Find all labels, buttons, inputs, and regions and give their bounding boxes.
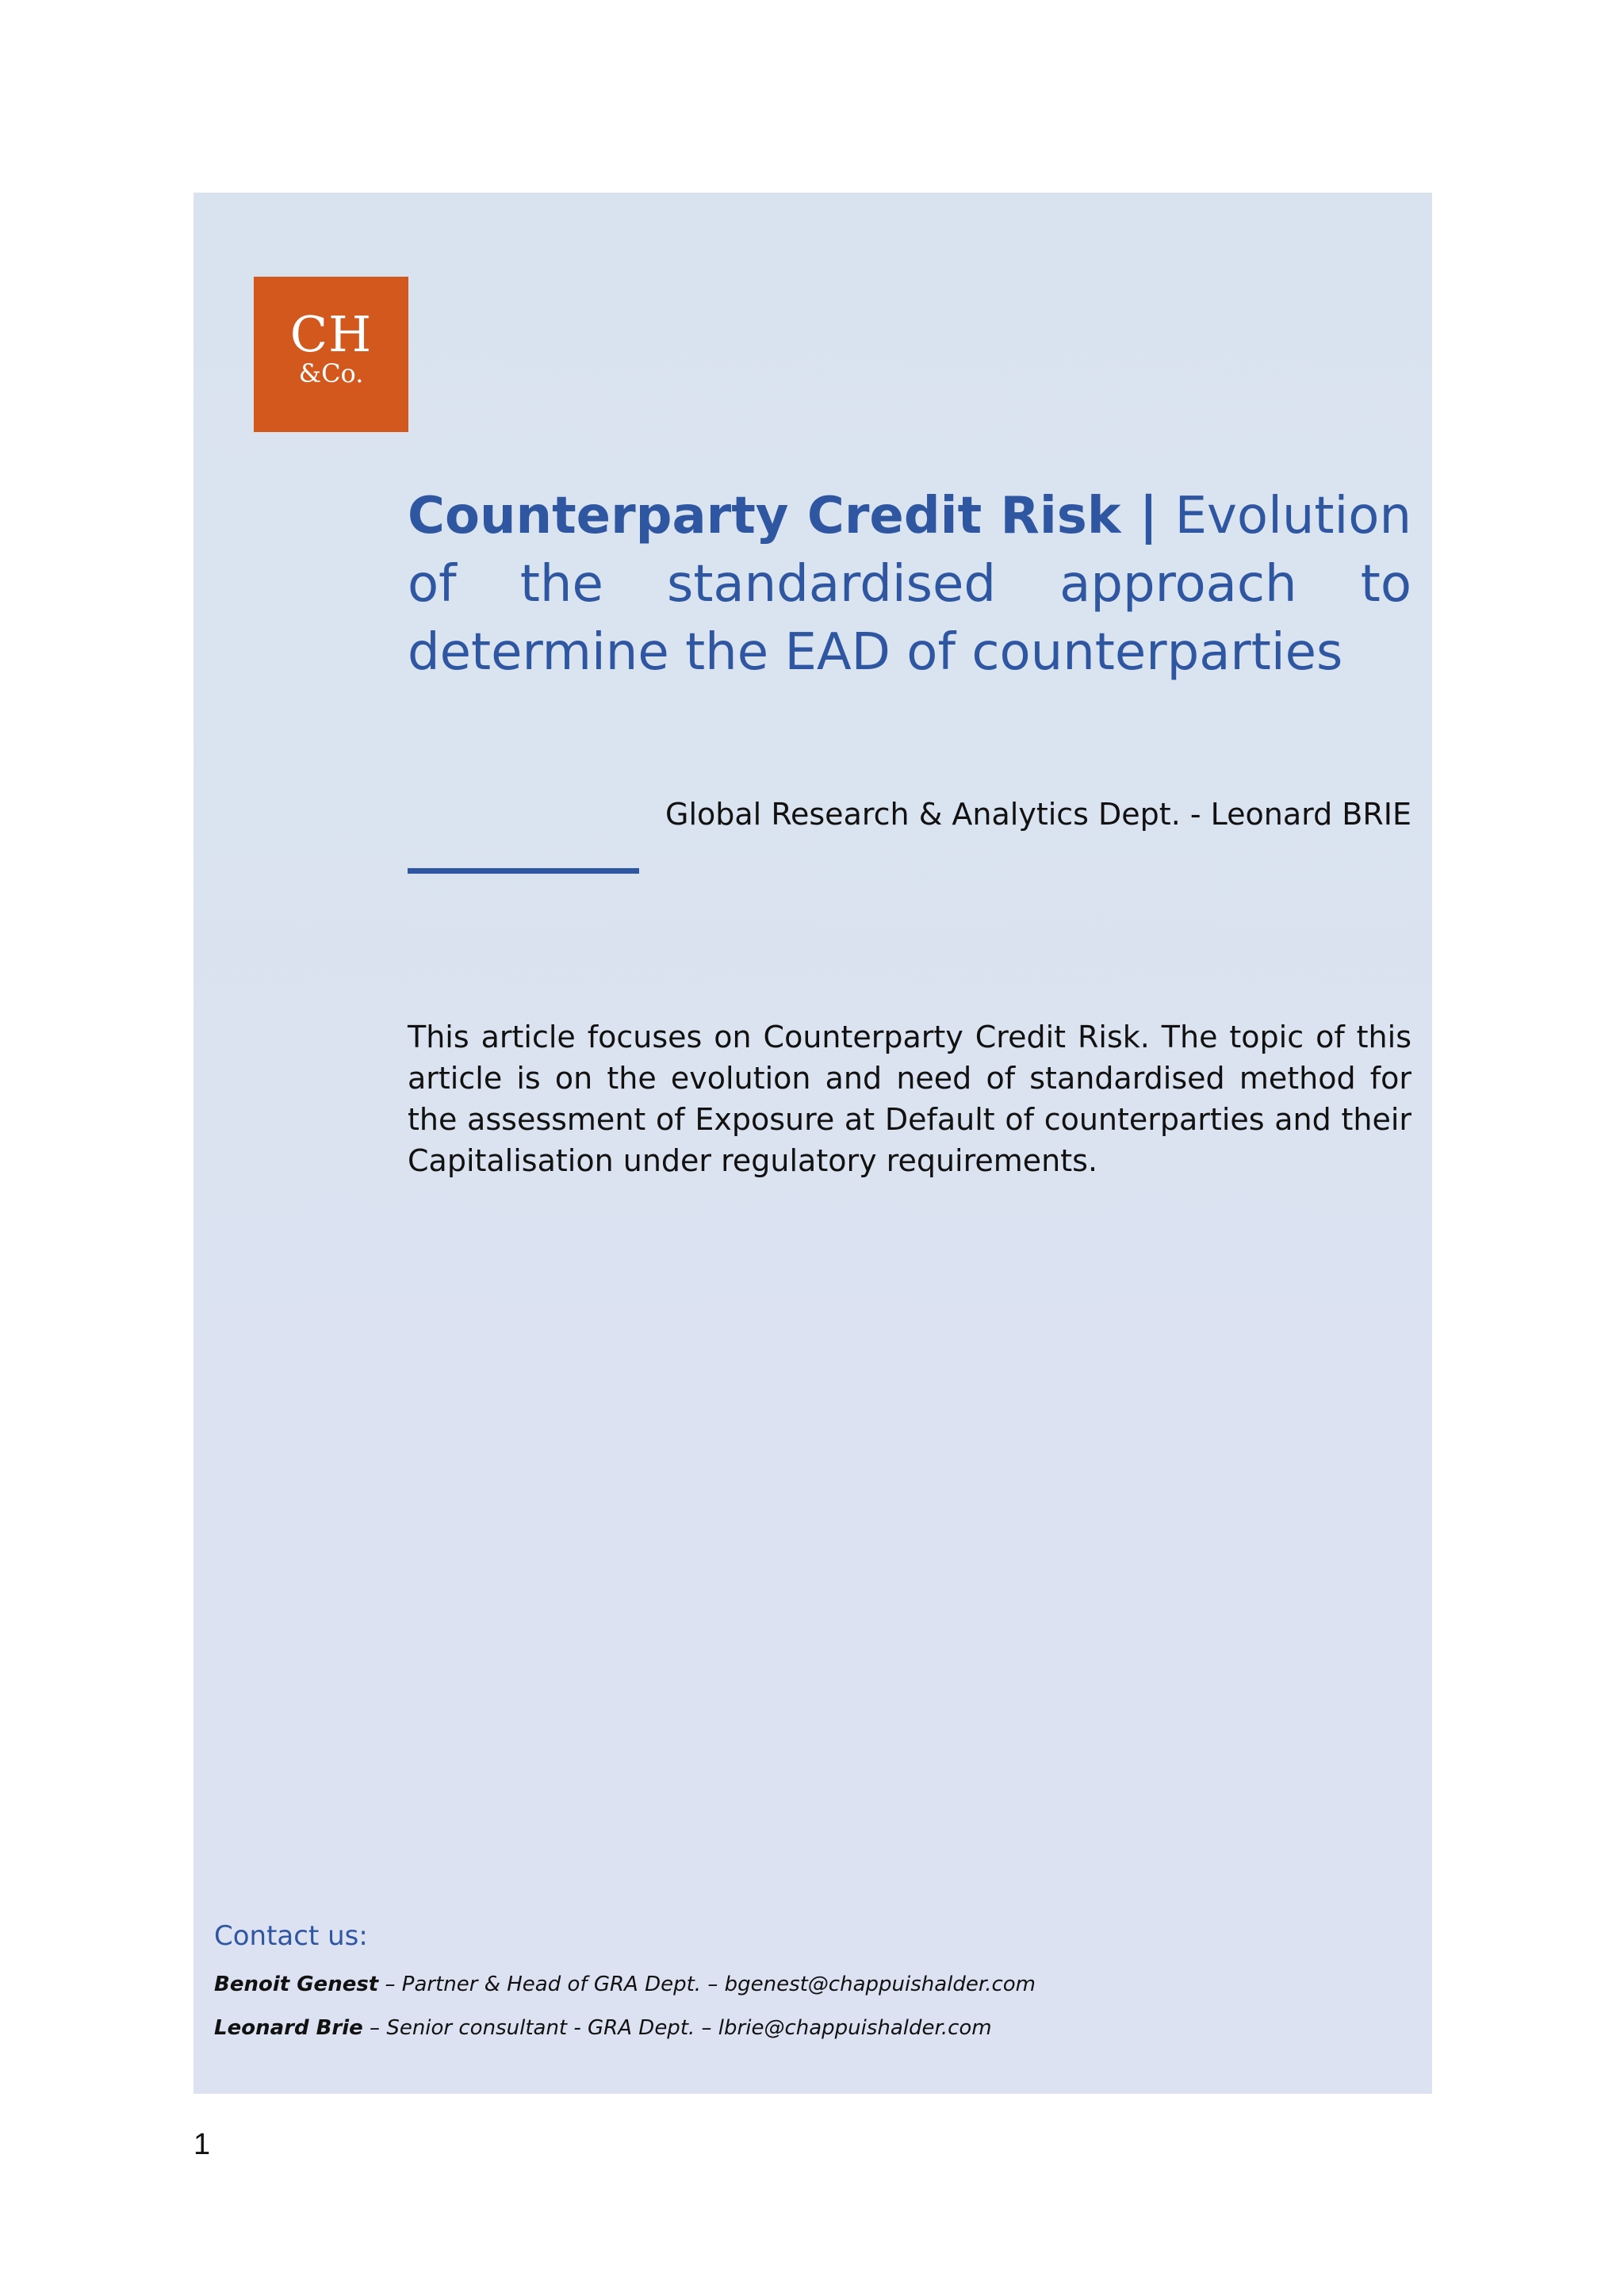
contact-person-2: [214, 2015, 992, 2042]
title-subtitle: Evolution of the standardised approach to determine the EAD of counterparties: [408, 487, 1411, 682]
author-line: Global Research & Analytics Dept. - Leonard BRIE: [665, 797, 1411, 832]
contact-person-1: [214, 1971, 1036, 1998]
company-logo: [254, 277, 408, 432]
contact-details: – Partner & Head of GRA Dept. – bgenest@chappuishalder.com: [378, 1973, 1036, 1996]
title-divider: [408, 868, 639, 874]
logo-text-ch: CH: [289, 305, 373, 363]
contact-heading: Contact us:: [214, 1920, 368, 1952]
title-topic: Counterparty Credit Risk |: [408, 487, 1159, 545]
page-number: 1: [193, 2128, 211, 2161]
abstract-text: This article focuses on Counterparty Credit Risk. The topic of this article is on the evolution and need of standardised method for the assessment of Exposure at Default of counterparties and their Capitalisation under regulatory requirements.: [408, 1020, 1411, 1178]
logo-text-co: &Co.: [298, 358, 364, 388]
contact-details: – Senior consultant - GRA Dept. – lbrie@chappuishalder.com: [362, 2016, 992, 2040]
document-title: [408, 482, 1411, 687]
contact-name: Benoit Genest: [214, 1973, 379, 1996]
contact-name: Leonard Brie: [214, 2016, 363, 2040]
